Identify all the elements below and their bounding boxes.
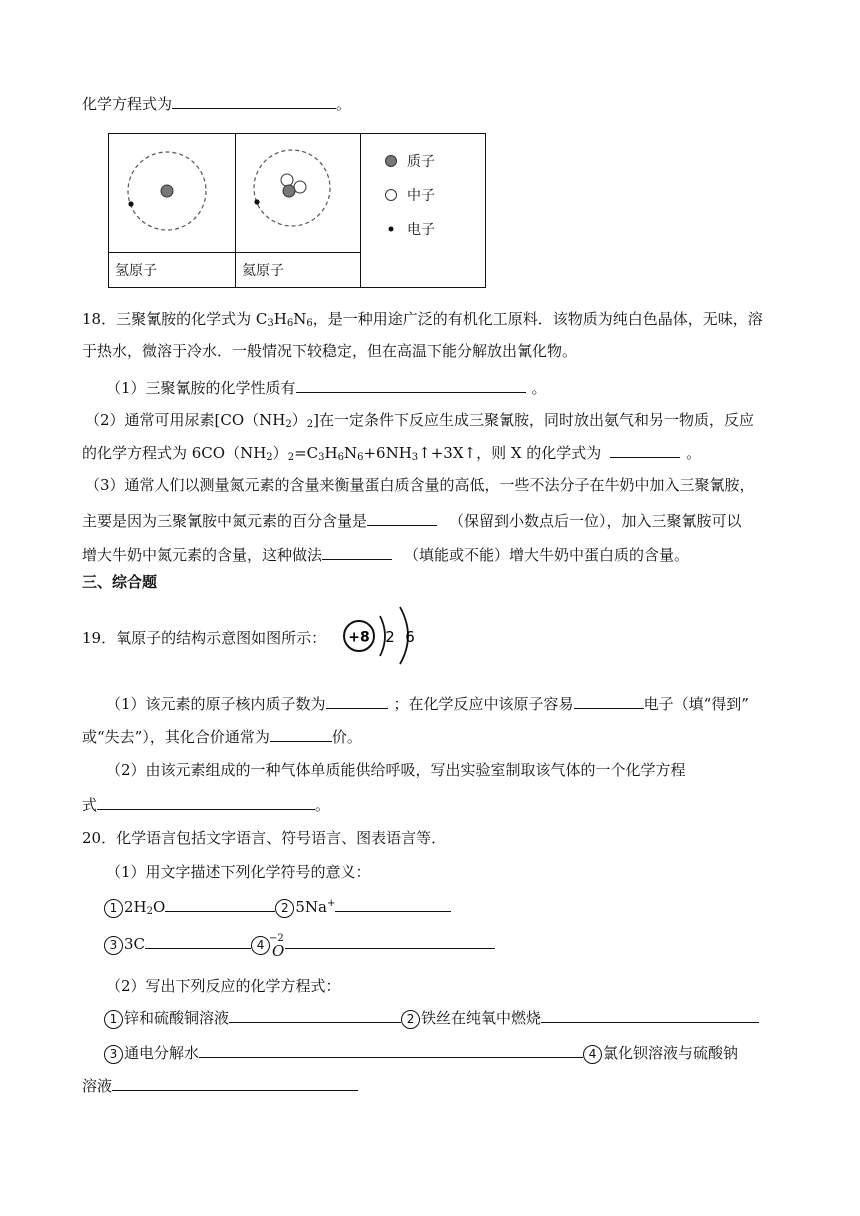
q19-stem: 19．氧原子的结构示意图如图所示： (82, 629, 327, 647)
answer-blank[interactable] (199, 1041, 583, 1058)
atom-figure-table (108, 133, 486, 288)
answer-blank[interactable] (335, 895, 451, 912)
shell2-count: 6 (405, 628, 415, 646)
intro-line (82, 92, 351, 114)
q18-part2-line2: 的化学方程式为 $6CO(NH_2)_2=C_3H_6N_6+6NH_3↑+3X↑$，则 X 的化学式为 。 (82, 441, 701, 463)
helium-atom-svg (236, 134, 360, 248)
electron-icon (254, 199, 259, 204)
q20-part2: （2）写出下列反应的化学方程式： (106, 977, 341, 995)
nucleus-charge: +8 (348, 629, 370, 646)
legend-neutron: 中子 (383, 178, 485, 212)
answer-blank[interactable] (574, 692, 644, 709)
oxygen-valence-symbol: −2 O (269, 933, 285, 960)
neutron-icon (294, 181, 306, 193)
answer-blank[interactable] (541, 1006, 759, 1023)
answer-blank[interactable] (296, 376, 526, 393)
answer-blank[interactable] (229, 1006, 401, 1023)
proton-icon (283, 185, 295, 197)
q19-part1-line1: （1）该元素的原子核内质子数为 ；在化学反应中该原子容易 电子（填“得到” (106, 692, 749, 714)
q18-part1: （1）三聚氰胺的化学性质有 。 (106, 376, 547, 398)
section-heading: 三、综合题 (82, 573, 158, 591)
answer-blank[interactable] (165, 895, 275, 912)
answer-blank[interactable] (322, 543, 392, 560)
answer-blank[interactable] (610, 441, 680, 458)
answer-blank[interactable] (97, 793, 315, 810)
q18-line2: 于热水，微溶于冷水．一般情况下较稳定，但在高温下能分解放出氰化物。 (82, 342, 578, 360)
legend-electron: 电子 (383, 212, 485, 246)
helium-atom-diagram (236, 134, 361, 253)
q19-part2-line1: （2）由该元素组成的一种气体单质能供给呼吸，写出实验室制取该气体的一个化学方程 (106, 761, 686, 779)
helium-label: 氦原子 (236, 253, 361, 288)
q20-reactions-row2: 3 通电分解水 4 氯化钡溶液与硫酸钠 (104, 1041, 738, 1064)
hydrogen-atom-svg (109, 134, 235, 248)
q20-stem: 20．化学语言包括文字语言、符号语言、图表语言等． (82, 829, 447, 847)
neutron-icon (281, 174, 293, 186)
shell1-count: 2 (385, 628, 395, 646)
answer-blank[interactable] (172, 92, 336, 109)
hydrogen-label: 氢原子 (109, 253, 236, 288)
q18-part3-line3: 增大牛奶中氮元素的含量，这种做法 （填能或不能）增大牛奶中蛋白质的含量。 (82, 543, 689, 565)
electron-icon (128, 201, 133, 206)
period: 。 (336, 95, 352, 113)
q18-line1: 18．三聚氰胺的化学式为 $C_3H_6N_6$，是一种用途广泛的有机化工原料．该物质为纯白色晶体，无味，溶 (82, 310, 763, 329)
intro-text: 化学方程式为 (82, 95, 173, 113)
answer-blank[interactable] (367, 509, 437, 526)
q20-symbols-row1: 1 $2H_2O$ 2 5Na+ (104, 895, 451, 918)
q18-part3-line2: 主要是因为三聚氰胺中氮元素的百分含量是 （保留到小数点后一位），加入三聚氰胺可以 (82, 509, 742, 531)
answer-blank[interactable] (285, 932, 495, 949)
q20-part1: （1）用文字描述下列化学符号的意义： (106, 863, 371, 881)
hydrogen-atom-diagram (109, 134, 236, 253)
oxygen-structure-diagram (338, 604, 428, 666)
answer-blank[interactable] (326, 692, 388, 709)
proton-icon (161, 185, 173, 197)
q18-part3-line1: （3）通常人们以测量氮元素的含量来衡量蛋白质含量的高低，一些不法分子在牛奶中加入三聚氰胺， (85, 476, 755, 494)
legend-proton: 质子 (383, 144, 485, 178)
proton-legend-icon (383, 153, 399, 169)
q20-reactions-row3: 溶液 (82, 1074, 358, 1096)
q20-reactions-row1: 1 锌和硫酸铜溶液 2 铁丝在纯氧中燃烧 (104, 1006, 759, 1029)
answer-blank[interactable] (112, 1074, 358, 1091)
electron-legend-icon (383, 221, 399, 237)
answer-blank[interactable] (145, 932, 251, 949)
q20-symbols-row2: 3 3C 4 −2 O (104, 932, 495, 955)
answer-blank[interactable] (270, 725, 332, 742)
legend-cell (361, 134, 486, 288)
q19-part1-line2: 或“失去”），其化合价通常为 价。 (82, 725, 362, 747)
q19-part2-line2: 式 。 (82, 793, 330, 815)
q18-part2-line1: （2）通常可用尿素$[CO(NH_2)_2]$在一定条件下反应生成三聚氰胺，同时放出氨气和另一物质，反应 (85, 411, 755, 430)
neutron-legend-icon (383, 187, 399, 203)
